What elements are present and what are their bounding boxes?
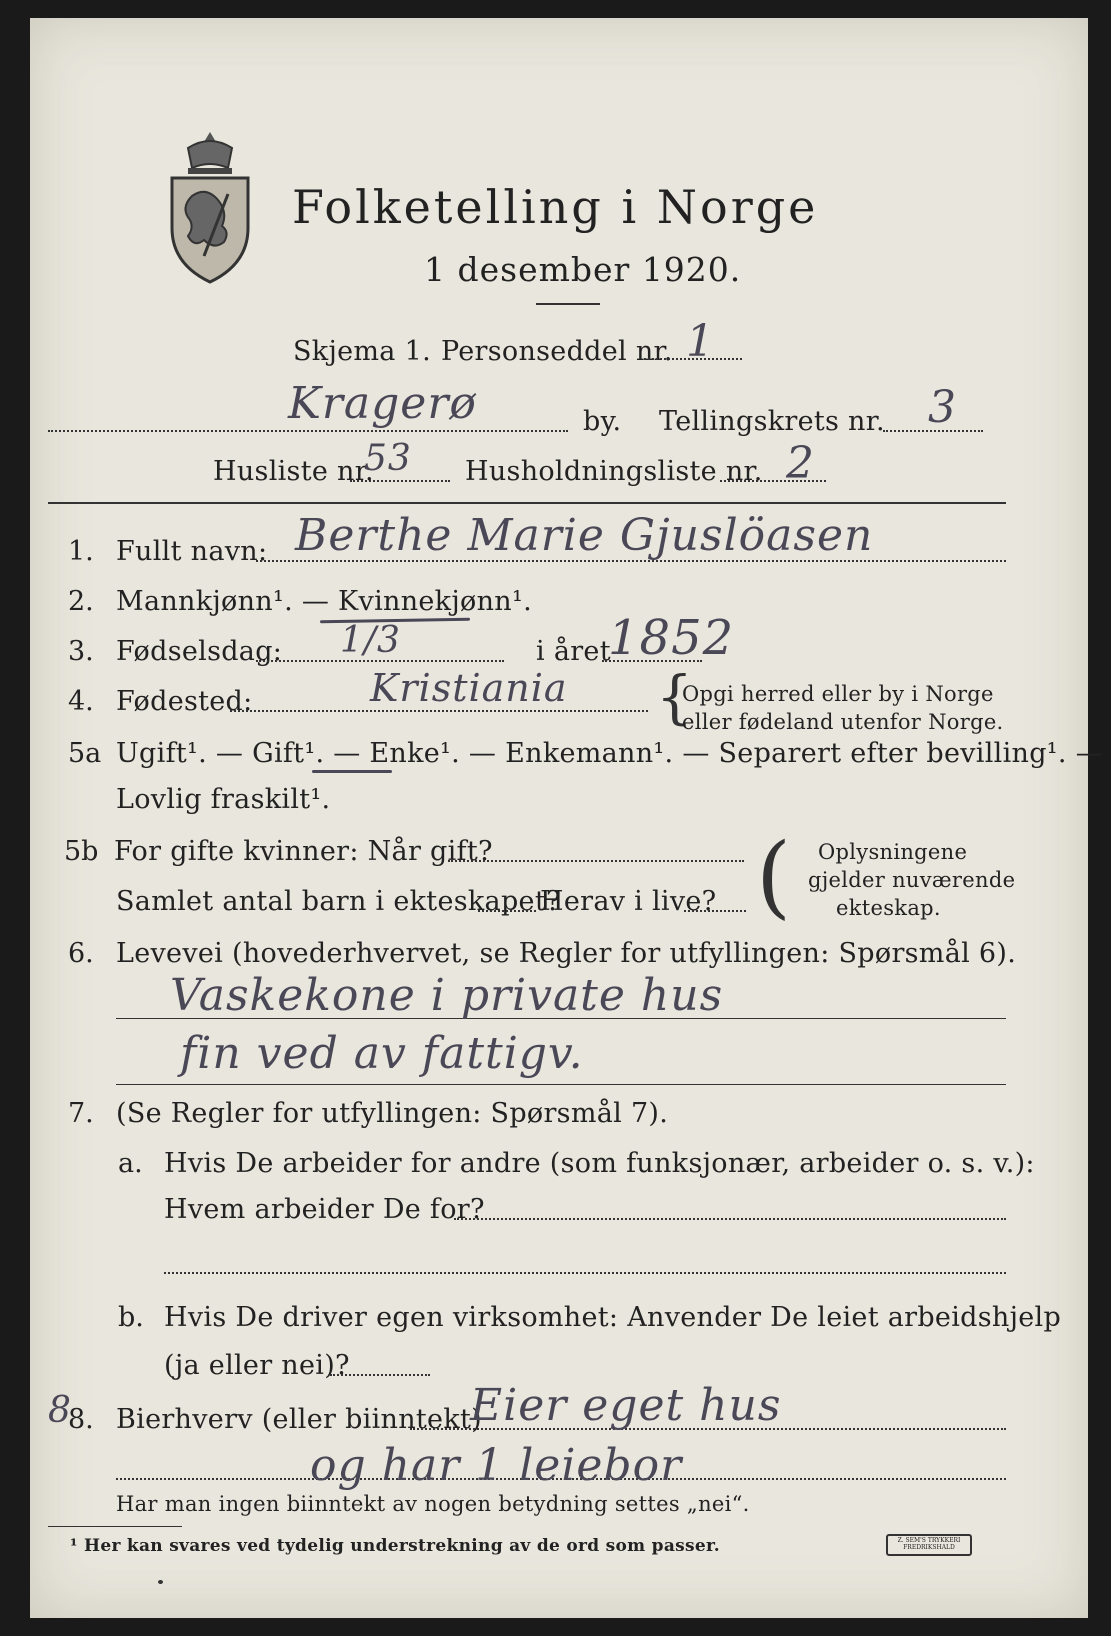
q7a-employer-line (454, 1218, 1006, 1220)
q5b-alive-label: Herav i live? (540, 886, 717, 917)
personseddel-value[interactable]: 1 (686, 316, 715, 367)
q7b-letter: b. (118, 1302, 144, 1333)
q4-note-brace: { (656, 663, 693, 731)
q7-label: (Se Regler for utfyllingen: Spørsmål 7). (116, 1098, 669, 1129)
q6-number: 6. (68, 938, 94, 969)
city-value[interactable]: Kragerø (288, 378, 477, 429)
q7b-line1: Hvis De driver egen virksomhet: Anvender De leiet arbeidshjelp (164, 1302, 1062, 1333)
q5b-children-line (478, 910, 536, 912)
q7a-letter: a. (118, 1148, 143, 1179)
husliste-line (350, 480, 450, 482)
form-title: Folketelling i Norge (292, 180, 819, 234)
q7a-line1: Hvis De arbeider for andre (som funksjonær, arbeider o. s. v.): (164, 1148, 1035, 1179)
tellingskrets-value[interactable]: 3 (928, 382, 957, 433)
q4-note-line1: Opgi herred eller by i Norge (682, 682, 994, 706)
by-label: by. (583, 406, 622, 437)
husliste-label: Husliste nr. (213, 456, 374, 487)
q3-label: Fødselsdag: (116, 636, 283, 667)
q8-note: Har man ingen biinntekt av nogen betydning settes „nei“. (116, 1492, 750, 1516)
q1-number: 1. (68, 536, 94, 567)
birth-year-value[interactable]: 1852 (608, 610, 735, 666)
q5a-number: 5a (68, 738, 102, 769)
title-divider (536, 303, 600, 305)
q5b-note-line3: ekteskap. (836, 896, 941, 920)
occupation-value-line1[interactable]: Vaskekone i private hus (170, 970, 724, 1021)
q6-line2 (116, 1084, 1006, 1085)
q3-number: 3. (68, 636, 94, 667)
q5b-alive-line (684, 910, 746, 912)
full-name-value[interactable]: Berthe Marie Gjuslöasen (295, 510, 874, 561)
q3-year-label: i året (536, 636, 611, 667)
q5a-line2: Lovlig fraskilt¹. (116, 784, 331, 815)
q2-number: 2. (68, 586, 94, 617)
q4-number: 4. (68, 686, 94, 717)
q5b-married-line (448, 860, 744, 862)
q5b-note-line2: gjelder nuværende (808, 868, 1016, 892)
q5b-note-line1: Oplysningene (818, 840, 968, 864)
printer-stamp (886, 1534, 972, 1556)
ink-dot (158, 1580, 163, 1584)
header-divider (48, 502, 1006, 504)
husholdning-label: Husholdningsliste nr. (465, 456, 763, 487)
printer-stamp-text: Z. SEM'S TRYKKERI FREDRIKSHALD (897, 1537, 961, 1551)
q5b-note-brace: ( (756, 824, 792, 929)
side-income-value-line1[interactable]: Eier eget hus (470, 1380, 782, 1431)
census-form-page (30, 18, 1103, 1618)
q4-line (230, 710, 648, 712)
q8-label: Bierhverv (eller biinntekt) (116, 1404, 482, 1435)
q7-number: 7. (68, 1098, 94, 1129)
q4-note-line2: eller fødeland utenfor Norge. (682, 710, 1004, 734)
q7b-line2: (ja eller nei)? (164, 1350, 350, 1381)
q2-label: Mannkjønn¹. — Kvinnekjønn¹. (116, 586, 532, 617)
q8-number: 8. (68, 1404, 94, 1435)
husholdning-value[interactable]: 2 (786, 438, 815, 489)
city-line (48, 430, 568, 432)
schema-label: Skjema 1. (293, 336, 431, 367)
form-date: 1 desember 1920. (424, 250, 742, 289)
q6-label: Levevei (hovederhvervet, se Regler for utfyllingen: Spørsmål 6). (116, 938, 1017, 969)
q5a-line1: Ugift¹. — Gift¹. — Enke¹. — Enkemann¹. — Separert efter bevilling¹. — (116, 738, 1103, 769)
norway-coat-of-arms-icon (164, 126, 256, 286)
personseddel-label: Personseddel nr. (441, 336, 673, 367)
birthplace-value[interactable]: Kristiania (370, 666, 568, 710)
q5b-children-label: Samlet antal barn i ekteskapet? (116, 886, 561, 917)
q5b-number: 5b (64, 836, 99, 867)
q7a-extra-line (164, 1272, 1006, 1274)
tellingskrets-label: Tellingskrets nr. (659, 406, 885, 437)
footnote: ¹ Her kan svares ved tydelig understrekning av de ord som passer. (70, 1536, 720, 1556)
q7a-line2: Hvem arbeider De for? (164, 1194, 485, 1225)
q8-margin-mark: 8 (48, 1390, 72, 1431)
footnote-divider (48, 1526, 182, 1527)
enke-underline (312, 770, 392, 773)
q7b-line (330, 1374, 430, 1376)
q5b-line1: For gifte kvinner: Når gift? (114, 836, 493, 867)
occupation-value-line2[interactable]: fin ved av fattigv. (180, 1028, 584, 1079)
husliste-value[interactable]: 53 (364, 438, 412, 479)
birth-day-value[interactable]: 1/3 (340, 620, 401, 661)
q1-label: Fullt navn: (116, 536, 268, 567)
side-income-value-line2[interactable]: og har 1 leiebor (310, 1440, 683, 1491)
q4-label: Fødested: (116, 686, 253, 717)
